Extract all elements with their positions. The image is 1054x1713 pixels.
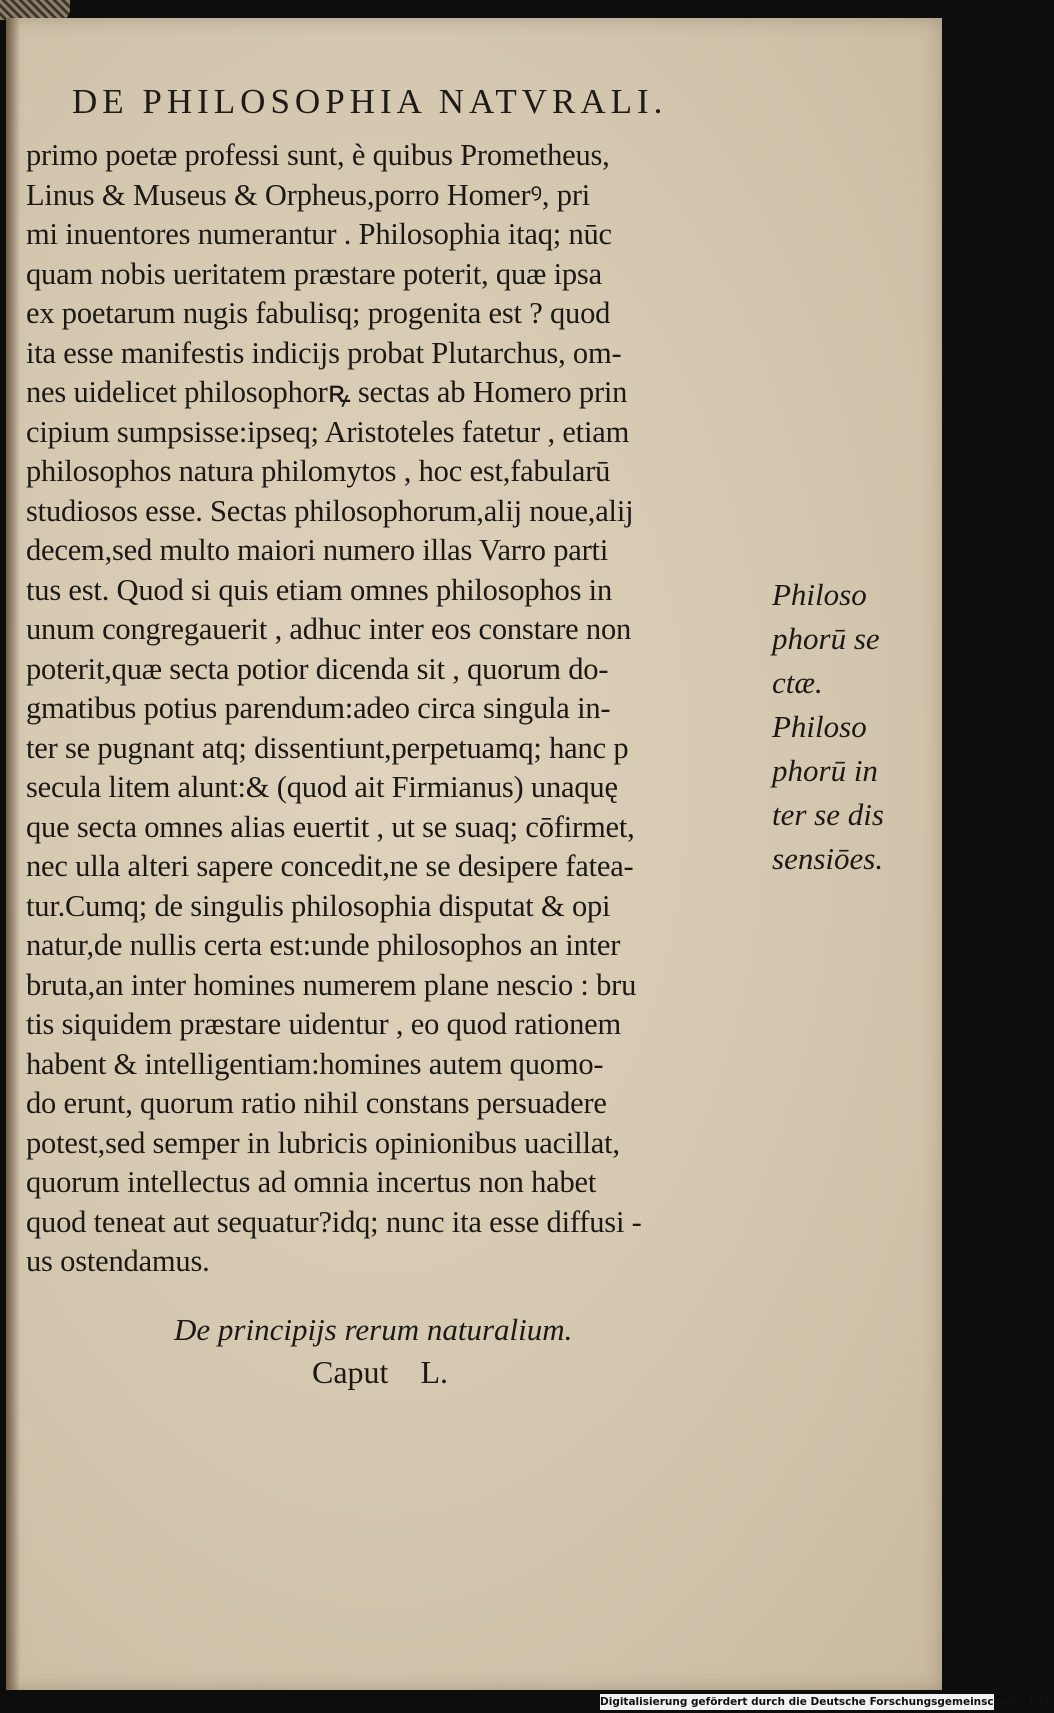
text-line: ex poetarum nugis fabulisq; progenita est ? quod [26,296,611,330]
text-line: Linus & Museus & Orpheus,porro Homerꝰ, pri [26,177,591,212]
margin-note-line: Philoso [772,709,867,744]
text-line: que secta omnes alias euertit , ut se suaq; cōfirmet, [26,809,635,844]
margin-note-line: phorū se [772,621,880,656]
text-line: secula litem alunt:& (quod ait Firmianus) unaquę [26,770,618,804]
margin-note-line: Philoso [772,577,867,612]
text-line: ita esse manifestis indicijs probat Plutarchus, om- [26,335,622,370]
text-line: tus est. Quod si quis etiam omnes philosophos in [26,572,612,607]
text-line: ter se pugnant atq; dissentiunt,perpetuamq; hanc p [26,730,629,765]
margin-note-line: ctæ. [772,665,823,700]
text-line: studiosos esse. Sectas philosophorum,alij noue,alij [26,493,634,528]
text-line: gmatibus potius parendum:adeo circa singula in- [26,691,611,725]
text-line: cipium sumpsisse:ipseq; Aristoteles fatetur , etiam [26,414,630,449]
margin-note-line: sensiōes. [772,841,884,876]
text-line: quam nobis ueritatem præstare poterit, quæ ipsa [26,256,602,291]
digitization-credit: Digitalisierung gefördert durch die Deutsche Forschungsgemeinschaft - DFG [600,1696,1054,1708]
book-page [6,18,942,1690]
text-line: do erunt, quorum ratio nihil constans persuadere [26,1086,607,1120]
text-line: nec ulla alteri sapere concedit,ne se desipere fatea- [26,849,634,883]
text-line: unum congregauerit , adhuc inter eos constare non [26,612,632,646]
text-line: us ostendamus. [26,1244,210,1278]
text-line: quorum intellectus ad omnia incertus non habet [26,1165,597,1199]
text-line: mi inuentores numerantur . Philosophia itaq; nūc [26,217,612,251]
binding-thread [0,0,70,20]
text-line: bruta,an inter homines numerem plane nescio : bru [26,967,637,1002]
margin-note-line: phorū in [772,753,878,788]
marginal-notes [772,573,932,881]
text-line: natur,de nullis certa est:unde philosophos an inter [26,928,621,962]
chapter-heading: Caput L. [312,1354,448,1390]
text-line: quod teneat aut sequatur?idq; nunc ita esse diffusi - [26,1204,642,1239]
text-line: decem,sed multo maiori numero illas Varro parti [26,533,609,567]
text-line: poterit,quæ secta potior dicenda sit , quorum do- [26,651,609,686]
text-line: habent & intelligentiam:homines autem quomo- [26,1046,604,1081]
text-line: tur.Cumq; de singulis philosophia disputat & opi [26,888,611,923]
text-line: nes uidelicet philosophorꝶ sectas ab Homero prin [26,375,628,409]
chapter-subtitle: De principijs rerum naturalium. [174,1312,573,1347]
text-line: primo poetæ professi sunt, è quibus Prometheus, [26,138,610,172]
margin-note-line: ter se dis [772,797,884,832]
running-head: DE PHILOSOPHIA NATVRALI. [72,82,668,121]
text-line: potest,sed semper in lubricis opinionibus uacillat, [26,1125,620,1160]
text-line: philosophos natura philomytos , hoc est,fabularū [26,454,611,488]
text-line: tis siquidem præstare uidentur , eo quod rationem [26,1007,622,1041]
body-text [26,136,766,1282]
